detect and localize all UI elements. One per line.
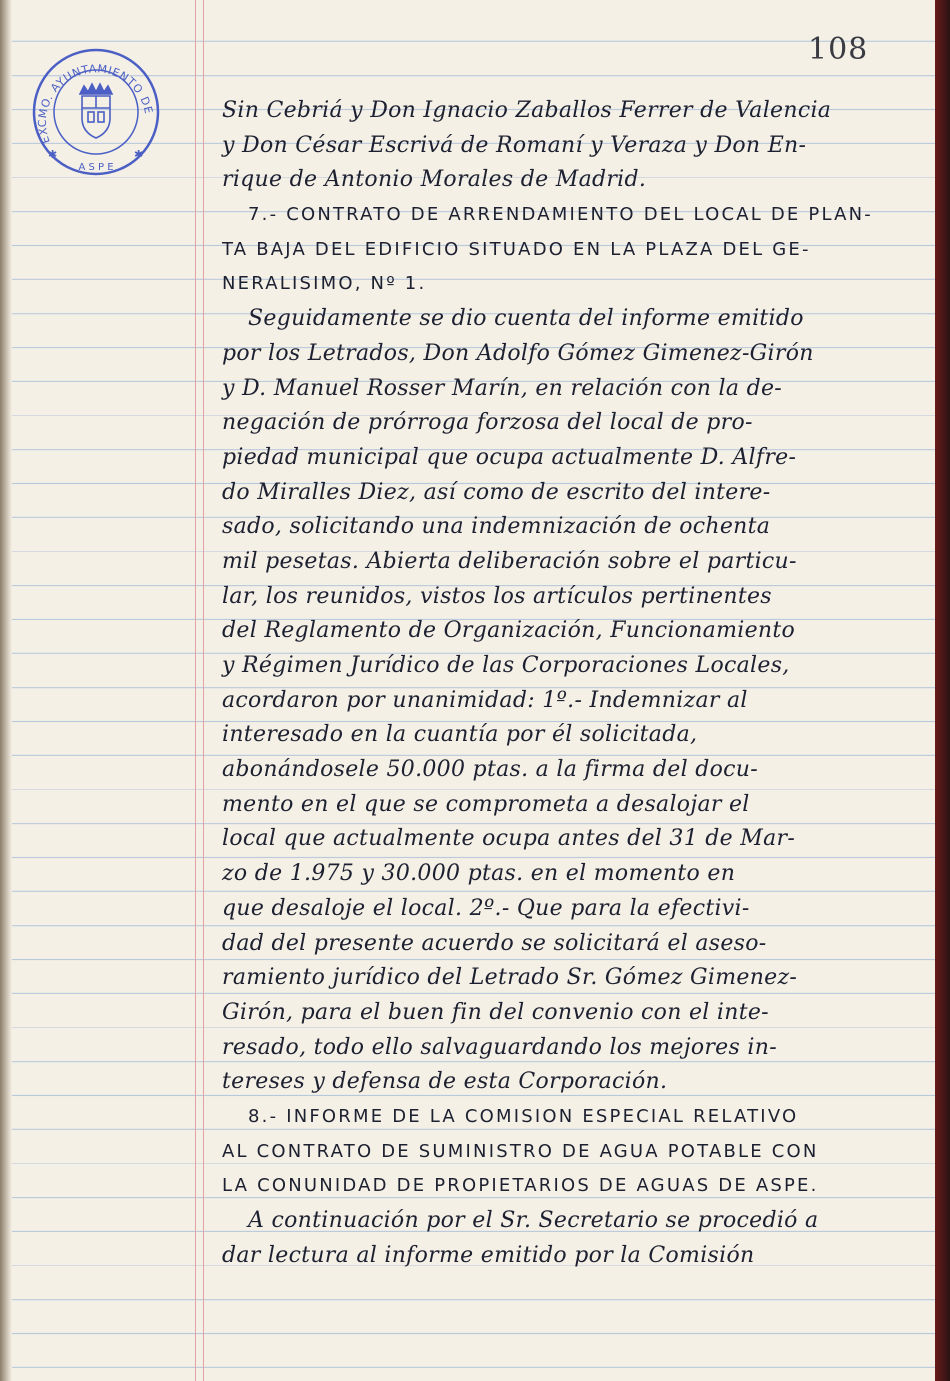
text-line: lar, los reunidos, vistos los artículos pertinentes xyxy=(222,583,772,609)
page-number: 108 xyxy=(808,32,869,67)
section-heading-line: 7.- CONTRATO DE ARRENDAMIENTO DEL LOCAL DE PLAN- xyxy=(248,204,873,226)
text-line: A continuación por el Sr. Secretario se procedió a xyxy=(248,1208,819,1233)
text-line: mil pesetas. Abierta deliberación sobre el particu- xyxy=(222,548,797,574)
text-line: y D. Manuel Rosser Marín, en relación con la de- xyxy=(222,375,783,401)
seal-bottom-text: A S P E xyxy=(78,162,114,173)
text-line: do Miralles Diez, así como de escrito del intere- xyxy=(222,479,771,505)
margin-line-left xyxy=(195,0,196,1381)
municipal-seal xyxy=(30,46,162,178)
text-line: ramiento jurídico del Letrado Sr. Gómez Gimenez- xyxy=(222,965,798,991)
section-heading-line: AL CONTRATO DE SUMINISTRO DE AGUA POTABLE CON xyxy=(222,1140,819,1162)
text-line: Girón, para el buen fin del convenio con el inte- xyxy=(222,999,769,1025)
text-line: tereses y defensa de esta Corporación. xyxy=(222,1069,668,1095)
text-line: mento en el que se comprometa a desalojar el xyxy=(222,791,750,817)
text-line: piedad municipal que ocupa actualmente D. Alfre- xyxy=(222,444,797,470)
text-line: dad del presente acuerdo se solicitará el aseso- xyxy=(222,930,767,956)
text-line: dar lectura al informe emitido por la Comisión xyxy=(222,1242,755,1268)
section-heading-line: LA CONUNIDAD DE PROPIETARIOS DE AGUAS DE ASPE. xyxy=(222,1175,819,1197)
text-line: resado, todo ello salvaguardando los mejores in- xyxy=(222,1034,777,1060)
page-binding xyxy=(0,0,12,1381)
text-line: y Don César Escrivá de Romaní y Veraza y Don En- xyxy=(222,132,807,158)
text-line: abonándosele 50.000 ptas. a la firma del docu- xyxy=(222,757,758,783)
coat-of-arms-icon xyxy=(80,84,112,138)
margin-line-right xyxy=(203,0,204,1381)
text-line: y Régimen Jurídico de las Corporaciones Locales, xyxy=(222,653,790,678)
seal-ring-text: EXCMO. AYUNTAMIENTO DE xyxy=(35,62,156,146)
text-line: rique de Antonio Morales de Madrid. xyxy=(222,167,647,193)
text-line: Seguidamente se dio cuenta del informe emitido xyxy=(248,306,804,332)
text-line: interesado en la cuantía por él solicitada, xyxy=(222,722,698,748)
text-line: negación de prórroga forzosa del local de pro- xyxy=(222,410,753,436)
section-heading-line: NERALISIMO, Nº 1. xyxy=(222,273,427,295)
text-line: acordaron por unanimidad: 1º.- Indemnizar al xyxy=(222,687,748,713)
text-line: por los Letrados, Don Adolfo Gómez Gimenez-Girón xyxy=(222,340,814,366)
text-line: que desaloje el local. 2º.- Que para la efectivi- xyxy=(222,895,750,921)
text-line: local que actualmente ocupa antes del 31 de Mar- xyxy=(222,826,796,852)
text-line: sado, solicitando una indemnización de ochenta xyxy=(222,514,771,540)
text-line: del Reglamento de Organización, Funcionamiento xyxy=(222,618,796,644)
section-heading-line: 8.- INFORME DE LA COMISION ESPECIAL RELATIVO xyxy=(248,1105,799,1127)
svg-text:✱: ✱ xyxy=(134,148,144,161)
svg-text:✱: ✱ xyxy=(48,148,58,161)
text-line: zo de 1.975 y 30.000 ptas. en el momento en xyxy=(222,861,736,887)
text-line: Sin Cebriá y Don Ignacio Zaballos Ferrer de Valencia xyxy=(222,98,832,123)
handwritten-text-block xyxy=(222,94,912,1273)
section-heading-line: TA BAJA DEL EDIFICIO SITUADO EN LA PLAZA DEL GE- xyxy=(222,238,811,260)
book-cover-edge xyxy=(935,0,950,1381)
